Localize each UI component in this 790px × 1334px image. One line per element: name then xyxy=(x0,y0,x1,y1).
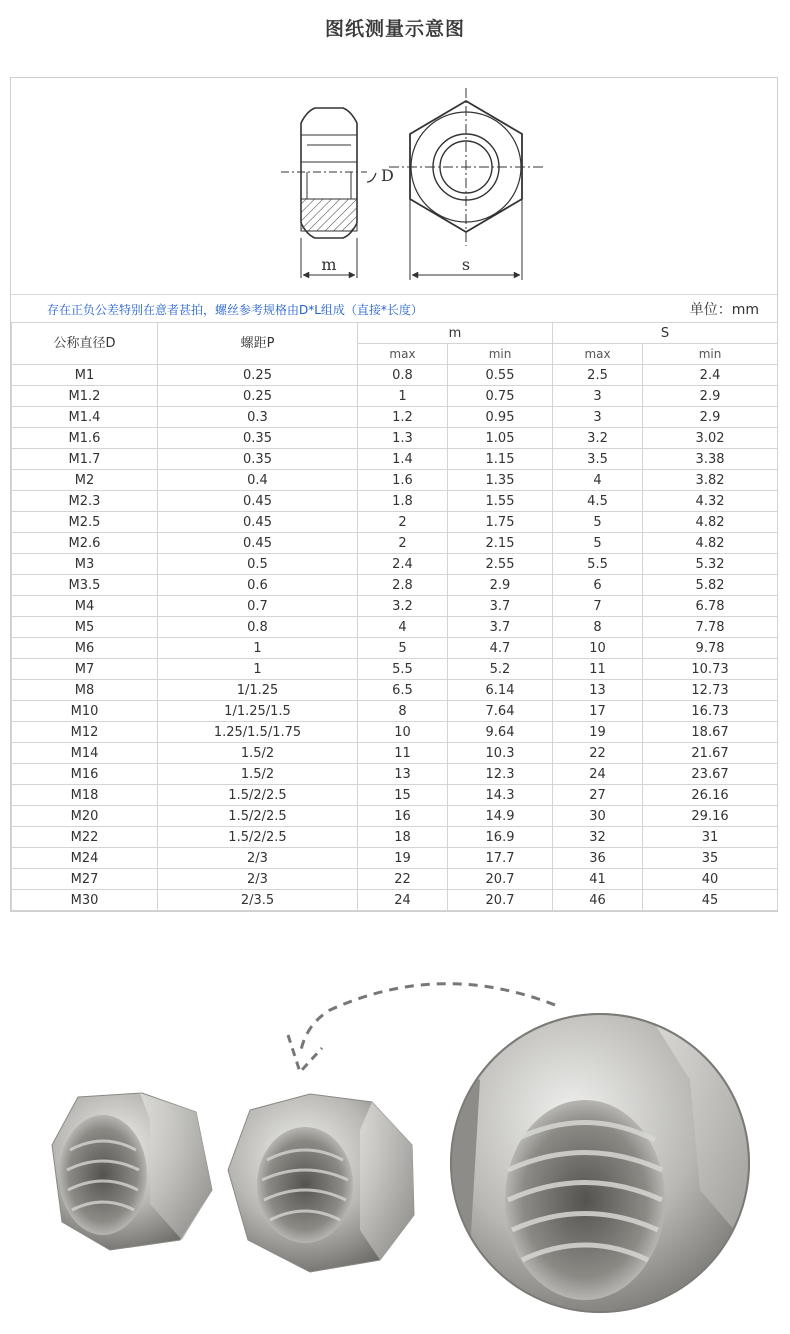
cell-s-max: 13 xyxy=(553,680,643,701)
cell-s-max: 10 xyxy=(553,638,643,659)
cell-m-min: 0.75 xyxy=(448,386,553,407)
cell-s-min: 2.4 xyxy=(643,365,778,386)
cell-s-min: 10.73 xyxy=(643,659,778,680)
table-row xyxy=(12,701,778,722)
spec-table xyxy=(11,322,778,911)
cell-m-max: 15 xyxy=(358,785,448,806)
cell-s-min: 7.78 xyxy=(643,617,778,638)
cell-s-min: 29.16 xyxy=(643,806,778,827)
cell-diameter: M22 xyxy=(12,827,158,848)
table-row xyxy=(12,764,778,785)
cell-s-max: 30 xyxy=(553,806,643,827)
cell-s-max: 4 xyxy=(553,470,643,491)
cell-m-min: 6.14 xyxy=(448,680,553,701)
cell-pitch: 0.35 xyxy=(158,449,358,470)
header-s-min: min xyxy=(643,344,778,365)
cell-s-max: 22 xyxy=(553,743,643,764)
cell-pitch: 0.45 xyxy=(158,512,358,533)
cell-diameter: M30 xyxy=(12,890,158,911)
cell-m-max: 6.5 xyxy=(358,680,448,701)
header-m-min: min xyxy=(448,344,553,365)
cell-diameter: M5 xyxy=(12,617,158,638)
cell-m-max: 1.2 xyxy=(358,407,448,428)
cell-pitch: 0.3 xyxy=(158,407,358,428)
table-row xyxy=(12,827,778,848)
product-photo xyxy=(0,960,790,1334)
cell-pitch: 2/3 xyxy=(158,848,358,869)
cell-s-min: 31 xyxy=(643,827,778,848)
cell-pitch: 1.5/2 xyxy=(158,743,358,764)
cell-diameter: M2.6 xyxy=(12,533,158,554)
cell-m-max: 10 xyxy=(358,722,448,743)
cell-s-min: 3.38 xyxy=(643,449,778,470)
cell-diameter: M3 xyxy=(12,554,158,575)
cell-s-max: 5.5 xyxy=(553,554,643,575)
cell-pitch: 1/1.25 xyxy=(158,680,358,701)
cell-m-max: 1 xyxy=(358,386,448,407)
cell-m-min: 20.7 xyxy=(448,890,553,911)
cell-m-max: 22 xyxy=(358,869,448,890)
cell-m-min: 14.9 xyxy=(448,806,553,827)
cell-s-max: 11 xyxy=(553,659,643,680)
cell-s-max: 5 xyxy=(553,533,643,554)
cell-s-min: 16.73 xyxy=(643,701,778,722)
cell-m-min: 1.15 xyxy=(448,449,553,470)
side-view xyxy=(281,108,376,278)
cell-s-min: 23.67 xyxy=(643,764,778,785)
cell-s-max: 36 xyxy=(553,848,643,869)
table-row xyxy=(12,869,778,890)
cell-m-max: 13 xyxy=(358,764,448,785)
cell-m-min: 0.95 xyxy=(448,407,553,428)
header-s: S xyxy=(553,323,778,344)
cell-s-max: 19 xyxy=(553,722,643,743)
cell-s-min: 35 xyxy=(643,848,778,869)
cell-m-min: 7.64 xyxy=(448,701,553,722)
cell-m-min: 9.64 xyxy=(448,722,553,743)
cell-m-min: 14.3 xyxy=(448,785,553,806)
table-row xyxy=(12,512,778,533)
cell-s-min: 9.78 xyxy=(643,638,778,659)
cell-pitch: 0.25 xyxy=(158,365,358,386)
cell-m-max: 5.5 xyxy=(358,659,448,680)
cell-s-min: 4.82 xyxy=(643,533,778,554)
cell-diameter: M1.7 xyxy=(12,449,158,470)
table-row xyxy=(12,806,778,827)
table-row xyxy=(12,470,778,491)
cell-s-max: 24 xyxy=(553,764,643,785)
cell-diameter: M1.6 xyxy=(12,428,158,449)
cell-pitch: 0.6 xyxy=(158,575,358,596)
table-row xyxy=(12,722,778,743)
cell-s-max: 3 xyxy=(553,407,643,428)
cell-m-max: 4 xyxy=(358,617,448,638)
cell-diameter: M8 xyxy=(12,680,158,701)
table-row xyxy=(12,890,778,911)
cell-s-min: 2.9 xyxy=(643,386,778,407)
tolerance-notice: 存在正负公差特别在意者甚拍，螺丝参考规格由D*L组成（直接*长度） xyxy=(47,303,423,317)
cell-s-min: 5.82 xyxy=(643,575,778,596)
cell-m-min: 2.9 xyxy=(448,575,553,596)
table-row xyxy=(12,554,778,575)
table-row xyxy=(12,365,778,386)
cell-pitch: 1.5/2/2.5 xyxy=(158,806,358,827)
cell-pitch: 1 xyxy=(158,659,358,680)
cell-diameter: M14 xyxy=(12,743,158,764)
hex-nut-1 xyxy=(52,1093,212,1250)
cell-s-max: 4.5 xyxy=(553,491,643,512)
table-row xyxy=(12,848,778,869)
cell-pitch: 1.5/2/2.5 xyxy=(158,785,358,806)
cell-m-min: 1.55 xyxy=(448,491,553,512)
cell-diameter: M27 xyxy=(12,869,158,890)
page-title: 图纸测量示意图 xyxy=(324,18,465,40)
header-m: m xyxy=(358,323,553,344)
header-diameter: 公称直径D xyxy=(12,323,158,365)
cell-pitch: 0.45 xyxy=(158,533,358,554)
cell-s-min: 6.78 xyxy=(643,596,778,617)
spec-table-body xyxy=(12,365,778,911)
cell-s-max: 3.5 xyxy=(553,449,643,470)
cell-s-min: 4.32 xyxy=(643,491,778,512)
cell-m-min: 4.7 xyxy=(448,638,553,659)
cell-s-min: 21.67 xyxy=(643,743,778,764)
cell-m-min: 3.7 xyxy=(448,596,553,617)
cell-m-max: 2.4 xyxy=(358,554,448,575)
cell-s-max: 6 xyxy=(553,575,643,596)
cell-s-max: 2.5 xyxy=(553,365,643,386)
header-s-max: max xyxy=(553,344,643,365)
cell-diameter: M12 xyxy=(12,722,158,743)
cell-m-min: 10.3 xyxy=(448,743,553,764)
cell-diameter: M2.5 xyxy=(12,512,158,533)
cell-diameter: M2.3 xyxy=(12,491,158,512)
table-row xyxy=(12,449,778,470)
table-row xyxy=(12,428,778,449)
table-row xyxy=(12,680,778,701)
cell-m-max: 1.4 xyxy=(358,449,448,470)
cell-m-max: 16 xyxy=(358,806,448,827)
top-view xyxy=(389,88,543,280)
cell-m-min: 3.7 xyxy=(448,617,553,638)
cell-m-max: 24 xyxy=(358,890,448,911)
header-m-max: max xyxy=(358,344,448,365)
table-row xyxy=(12,491,778,512)
cell-s-max: 3 xyxy=(553,386,643,407)
cell-m-min: 16.9 xyxy=(448,827,553,848)
cell-diameter: M6 xyxy=(12,638,158,659)
cell-s-min: 5.32 xyxy=(643,554,778,575)
spec-sheet xyxy=(10,77,778,912)
cell-pitch: 1.5/2 xyxy=(158,764,358,785)
cell-s-max: 41 xyxy=(553,869,643,890)
cell-s-min: 18.67 xyxy=(643,722,778,743)
cell-diameter: M1.4 xyxy=(12,407,158,428)
cell-m-min: 5.2 xyxy=(448,659,553,680)
cell-m-max: 3.2 xyxy=(358,596,448,617)
cell-pitch: 0.7 xyxy=(158,596,358,617)
notice-bar xyxy=(11,294,777,322)
cell-m-max: 2 xyxy=(358,533,448,554)
table-row xyxy=(12,407,778,428)
cell-m-max: 2.8 xyxy=(358,575,448,596)
cell-s-min: 45 xyxy=(643,890,778,911)
cell-pitch: 1.25/1.5/1.75 xyxy=(158,722,358,743)
table-row xyxy=(12,785,778,806)
cell-m-min: 2.55 xyxy=(448,554,553,575)
cell-pitch: 2/3 xyxy=(158,869,358,890)
cell-diameter: M7 xyxy=(12,659,158,680)
unit-label: 单位：mm xyxy=(689,302,759,318)
cell-pitch: 0.4 xyxy=(158,470,358,491)
cell-m-max: 5 xyxy=(358,638,448,659)
table-row xyxy=(12,575,778,596)
cell-s-max: 8 xyxy=(553,617,643,638)
hex-nut-2 xyxy=(228,1094,414,1272)
header-pitch: 螺距P xyxy=(158,323,358,365)
cell-s-max: 27 xyxy=(553,785,643,806)
cell-pitch: 0.8 xyxy=(158,617,358,638)
cell-pitch: 0.35 xyxy=(158,428,358,449)
table-row xyxy=(12,386,778,407)
cell-s-max: 7 xyxy=(553,596,643,617)
cell-m-min: 20.7 xyxy=(448,869,553,890)
cell-diameter: M10 xyxy=(12,701,158,722)
arrow-head xyxy=(288,1035,322,1072)
cell-pitch: 1 xyxy=(158,638,358,659)
cell-s-max: 17 xyxy=(553,701,643,722)
cell-m-min: 0.55 xyxy=(448,365,553,386)
cell-diameter: M24 xyxy=(12,848,158,869)
label-s: s xyxy=(461,255,471,274)
cell-m-min: 12.3 xyxy=(448,764,553,785)
table-row xyxy=(12,743,778,764)
cell-diameter: M3.5 xyxy=(12,575,158,596)
cell-pitch: 2/3.5 xyxy=(158,890,358,911)
cell-diameter: M20 xyxy=(12,806,158,827)
cell-m-max: 19 xyxy=(358,848,448,869)
cell-m-max: 18 xyxy=(358,827,448,848)
cell-s-min: 4.82 xyxy=(643,512,778,533)
cell-pitch: 1.5/2/2.5 xyxy=(158,827,358,848)
cell-s-min: 12.73 xyxy=(643,680,778,701)
cell-pitch: 0.5 xyxy=(158,554,358,575)
cell-diameter: M2 xyxy=(12,470,158,491)
cell-s-max: 3.2 xyxy=(553,428,643,449)
cell-s-min: 26.16 xyxy=(643,785,778,806)
cell-m-min: 2.15 xyxy=(448,533,553,554)
cell-m-max: 11 xyxy=(358,743,448,764)
cell-s-max: 46 xyxy=(553,890,643,911)
cell-diameter: M16 xyxy=(12,764,158,785)
table-row xyxy=(12,638,778,659)
hex-nut-diagram xyxy=(11,78,777,292)
cell-m-min: 1.35 xyxy=(448,470,553,491)
table-row xyxy=(12,659,778,680)
cell-s-max: 5 xyxy=(553,512,643,533)
label-m: m xyxy=(321,255,337,274)
table-row xyxy=(12,533,778,554)
cell-m-min: 1.75 xyxy=(448,512,553,533)
cell-m-max: 1.8 xyxy=(358,491,448,512)
zoom-detail xyxy=(440,1000,770,1330)
table-row xyxy=(12,617,778,638)
cell-pitch: 0.25 xyxy=(158,386,358,407)
cell-m-min: 1.05 xyxy=(448,428,553,449)
cell-s-min: 3.82 xyxy=(643,470,778,491)
cell-s-max: 32 xyxy=(553,827,643,848)
cell-m-max: 2 xyxy=(358,512,448,533)
cell-m-max: 0.8 xyxy=(358,365,448,386)
cell-diameter: M1 xyxy=(12,365,158,386)
label-d: D xyxy=(381,166,394,185)
table-row xyxy=(12,596,778,617)
cell-diameter: M4 xyxy=(12,596,158,617)
cell-m-max: 1.6 xyxy=(358,470,448,491)
cell-s-min: 2.9 xyxy=(643,407,778,428)
cell-diameter: M18 xyxy=(12,785,158,806)
cell-m-min: 17.7 xyxy=(448,848,553,869)
cell-s-min: 3.02 xyxy=(643,428,778,449)
cell-m-max: 1.3 xyxy=(358,428,448,449)
cell-m-max: 8 xyxy=(358,701,448,722)
cell-pitch: 0.45 xyxy=(158,491,358,512)
cell-diameter: M1.2 xyxy=(12,386,158,407)
cell-s-min: 40 xyxy=(643,869,778,890)
cell-pitch: 1/1.25/1.5 xyxy=(158,701,358,722)
